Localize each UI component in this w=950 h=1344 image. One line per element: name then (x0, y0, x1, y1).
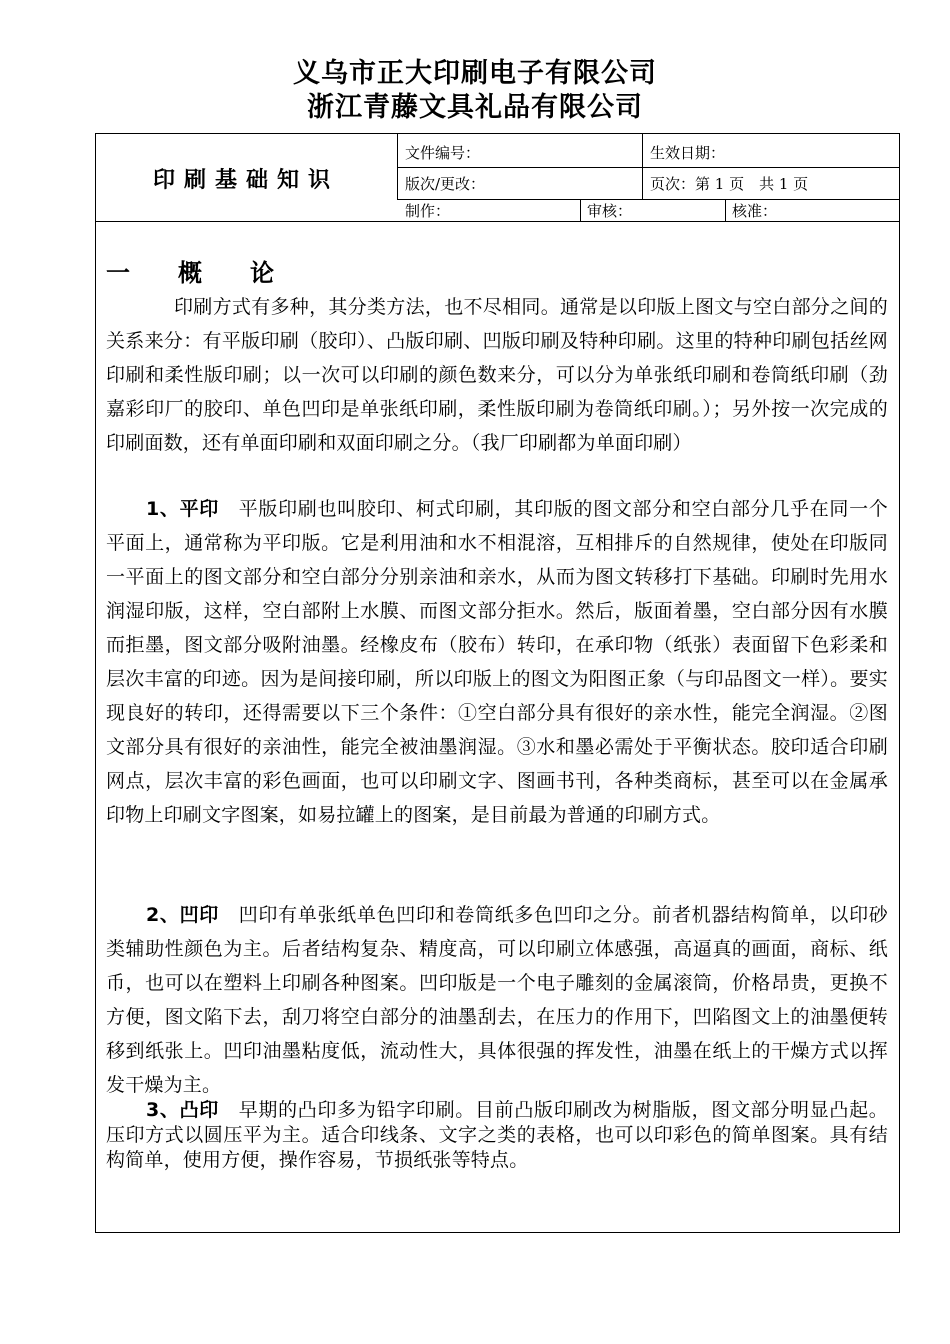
made-by-label: 制作： (405, 202, 451, 220)
table-divider (725, 199, 726, 221)
section-paragraph-offset-printing (106, 492, 888, 832)
section-heading: 一 概 论 (106, 259, 274, 287)
page-number-label: 页次：第 1 页 共 1 页 (650, 175, 809, 193)
section-title: 2、凹印 (146, 904, 219, 926)
table-divider (397, 199, 900, 200)
section-text: 凹印有单张纸单色凹印和卷筒纸多色凹印之分。前者机器结构简单，以印砂类辅助性颜色为主。后者结构复杂、精度高，可以印刷立体感强，高逼真的画面，商标、纸币，也可以在塑料上印刷各种图案。凹印版是一个电子雕刻的金属滚筒，价格昂贵，更换不方便，图文陷下去，刮刀将空白部分的油墨刮去，在压力的作用下，凹陷图文上的油墨便转移到纸张上。凹印油墨粘度低，流动性大，具体很强的挥发性，油墨在纸上的干燥方式以挥发干燥为主。 (106, 904, 888, 1096)
table-divider (397, 133, 398, 199)
document-title: 印刷基础知识 (152, 168, 339, 193)
company-name-line2: 浙江青藤文具礼品有限公司 (307, 92, 643, 123)
approved-by-label: 核准： (732, 202, 778, 220)
reviewed-by-label: 审核： (587, 202, 633, 220)
company-name-line1: 义乌市正大印刷电子有限公司 (293, 58, 657, 89)
section-text: 早期的凸印多为铅字印刷。目前凸版印刷改为树脂版，图文部分明显凸起。压印方式以圆压平为主。适合印线条、文字之类的表格，也可以印彩色的简单图案。具有结构简单，使用方便，操作容易，节损纸张等特点。 (106, 1099, 888, 1171)
section-title: 3、凸印 (146, 1099, 219, 1121)
file-number-label: 文件编号： (405, 144, 481, 162)
section-title: 1、平印 (146, 498, 219, 520)
section-paragraph-gravure-printing (106, 898, 888, 1102)
table-divider (397, 167, 900, 168)
table-divider (642, 133, 643, 199)
intro-paragraph: 印刷方式有多种，其分类方法，也不尽相同。通常是以印版上图文与空白部分之间的关系来分：有平版印刷（胶印）、凸版印刷、凹版印刷及特种印刷。这里的特种印刷包括丝网印刷和柔性版印刷；以一次可以印刷的颜色数来分，可以分为单张纸印刷和卷筒纸印刷（劲嘉彩印厂的胶印、单色凹印是单张纸印刷，柔性版印刷为卷筒纸印刷。）；另外按一次完成的印刷面数，还有单面印刷和双面印刷之分。（我厂印刷都为单面印刷） (106, 296, 888, 454)
section-paragraph-letterpress-printing (106, 1098, 888, 1173)
effective-date-label: 生效日期： (650, 144, 726, 162)
table-divider (95, 221, 900, 222)
table-divider (580, 199, 581, 221)
revision-label: 版次/更改： (405, 175, 486, 193)
section-text: 平版印刷也叫胶印、柯式印刷，其印版的图文部分和空白部分几乎在同一个平面上，通常称为平印版。它是利用油和水不相混溶，互相排斥的自然规律，使处在印版同一平面上的图文部分和空白部分分别亲油和亲水，从而为图文转移打下基础。印刷时先用水润湿印版，这样，空白部附上水膜、而图文部分拒水。然后，版面着墨，空白部分因有水膜而拒墨，图文部分吸附油墨。经橡皮布（胶布）转印，在承印物（纸张）表面留下色彩柔和层次丰富的印迹。因为是间接印刷，所以印版上的图文为阳图正象（与印品图文一样）。要实现良好的转印，还得需要以下三个条件：①空白部分具有很好的亲水性，能完全润湿。②图文部分具有很好的亲油性，能完全被油墨润湿。③水和墨必需处于平衡状态。胶印适合印刷网点，层次丰富的彩色画面，也可以印刷文字、图画书刊，各种类商标，甚至可以在金属承印物上印刷文字图案，如易拉罐上的图案，是目前最为普通的印刷方式。 (106, 498, 888, 826)
